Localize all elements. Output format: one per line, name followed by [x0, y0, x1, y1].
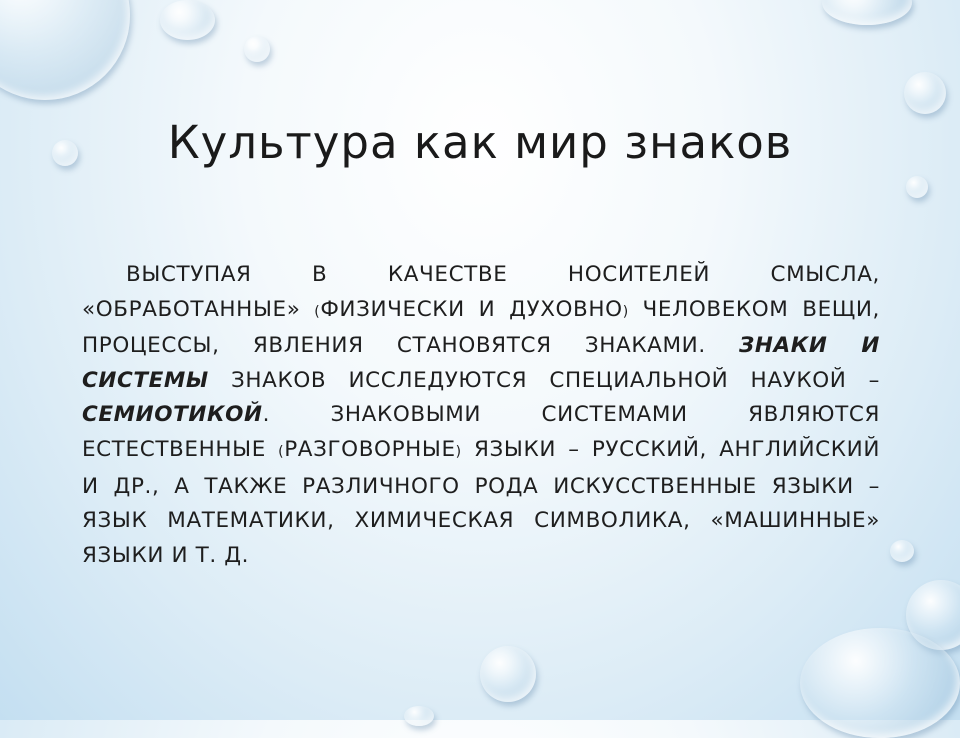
water-drop-decoration: [480, 646, 536, 702]
body-text-segment: ВЫСТУПАЯ В КАЧЕСТВЕ НОСИТЕЛЕЙ СМЫСЛА, «ОБРАБОТАННЫЕ»: [82, 262, 880, 322]
water-drop-decoration: [890, 540, 914, 562]
body-text-segment: . ЗНАКОВЫМИ СИСТЕМАМИ ЯВЛЯЮТСЯ ЕСТЕСТВЕННЫЕ: [82, 402, 880, 462]
water-drop-decoration: [0, 0, 130, 100]
body-text-segment: ЯЗЫКИ – РУССКИЙ, АНГЛИЙСКИЙ И ДР., А ТАКЖЕ РАЗЛИЧНОГО РОДА ИСКУССТВЕННЫЕ ЯЗЫКИ – ЯЗЫК МАТЕМАТИКИ, ХИМИЧЕСКАЯ СИМВОЛИКА, «МАШИННЫЕ» ЯЗЫКИ И Т. Д.: [82, 436, 881, 568]
emphasis-semiotics: СЕМИОТИКОЙ: [82, 402, 263, 428]
body-text-segment: ЧЕЛОВЕКОМ ВЕЩИ, ПРОЦЕССЫ, ЯВЛЕНИЯ СТАНОВЯТСЯ ЗНАКАМИ.: [82, 296, 880, 359]
water-drop-decoration: [160, 0, 215, 40]
paren-close: ): [622, 303, 629, 320]
body-text-segment: РАЗГОВОРНЫЕ: [284, 436, 456, 462]
body-text-segment: ЗНАКОВ ИССЛЕДУЮТСЯ СПЕЦИАЛЬНОЙ НАУКОЙ –: [208, 367, 880, 393]
paren-close: ): [455, 443, 462, 460]
slide-body-paragraph: [82, 258, 880, 573]
body-text-segment: ФИЗИЧЕСКИ И ДУХОВНО: [320, 296, 623, 322]
paren-open: (: [314, 303, 321, 320]
emphasis-signs-and-systems: ЗНАКИ И СИСТЕМЫ: [82, 333, 880, 393]
water-drop-decoration: [904, 72, 946, 114]
water-drop-decoration: [244, 36, 270, 62]
water-drop-decoration: [822, 0, 912, 25]
paren-open: (: [278, 443, 285, 460]
water-drop-decoration: [404, 706, 434, 726]
water-drop-decoration: [906, 176, 928, 198]
water-drop-decoration: [800, 628, 960, 738]
slide-title: Культура как мир знаков: [167, 116, 793, 169]
